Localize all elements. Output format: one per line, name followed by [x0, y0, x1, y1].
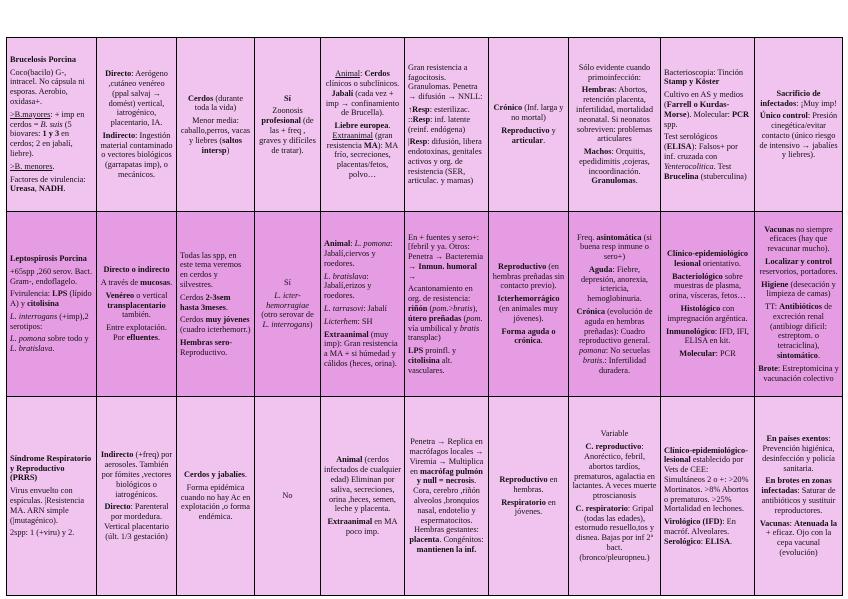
cell-paragraph: Animal: L. pomona: Jabalí,ciervos y roedores.: [324, 239, 393, 268]
source-cell: [321, 397, 405, 596]
cell-paragraph: Licterhem: SH: [324, 316, 373, 326]
cell-paragraph: Clínico-epidemiológico lesional orientativo.: [666, 249, 749, 268]
cell-paragraph: Crónica (evolución de aguda en hembras preñadas): Cuadro reproductivo general. pomona: No secuelas bratis.: Infertilidad duradera.: [576, 307, 653, 375]
cell-paragraph: Localizar y control reservorios, portadores.: [759, 256, 838, 276]
cell-paragraph: Bacterioscopia: Tinción Stamp y Köster: [664, 67, 744, 87]
cell-paragraph: Directo: Aerógeno ,cutáneo venéreo (ppal salvaj → domést) vertical, iatrogénico, placentario, IA.: [105, 69, 168, 128]
cell-paragraph: Directo: Parenteral por mordedura. Vertical placentario (últ. 1/3 gestación): [104, 502, 169, 541]
source-cell: [321, 212, 405, 397]
cell-paragraph: LPS proinfl. y citolisina alt. vasculares.: [408, 346, 457, 375]
disease-cell: [7, 38, 97, 212]
cell-paragraph: Clínico-epidemiológico-lesional establecido por Vets de CEE: Simultáneos 2 o +: >20% Mortinatos. >8% Abortos o prematuros. >25% Mortalidad en lechones.: [664, 445, 749, 514]
clinical-signs-cell: [569, 212, 661, 397]
disease-summary-table: [6, 37, 843, 596]
cell-paragraph: Único control: Presión cinegética/evitar contacto (único riesgo de intensivo → jabalíes y liebres).: [759, 111, 838, 160]
cell-paragraph: Vacunas no siempre eficaces (hay que revacunar mucho).: [764, 224, 833, 254]
cell-paragraph: Bacteriológico sobre muestras de plasma, orina, vísceras, fetos…: [669, 271, 746, 301]
cell-paragraph: Todas las spp, en este tema veremos en cerdos y silvestres.: [180, 250, 242, 289]
cell-paragraph: Fvirulencia: LPS (lípido A) y citolisina: [10, 289, 92, 309]
cell-paragraph: En países exentos: Prevención higiénica, desinfección y policía sanitaria.: [762, 434, 835, 473]
table-row-prrs: [7, 397, 843, 596]
cell-paragraph: Extraanimal (muy imp): Gran resistencia a MA + si húmedad y cálidos (heces, orina).: [324, 329, 398, 368]
cell-paragraph: Forma epidémica cuando no hay Ac en explotación ,o forma endémica.: [180, 482, 251, 522]
cell-paragraph: L. icter-hemorragiae (otro serovar de L. interrogans): [261, 290, 314, 330]
cell-paragraph: +65spp ,260 serov. Bact. Gram-, endoflagelo.: [10, 266, 93, 286]
cell-paragraph: C. reproductivo: Anoréctico, febril, abortos tardíos, prematuros, agalactia en lactantes. A veces muerte ptroscianosis: [572, 442, 657, 501]
zoonosis-cell: [255, 212, 321, 397]
transmission-cell: [97, 38, 177, 212]
cell-paragraph: Penetra → Replica en macrófagos locales → Viremia → Multiplica en macrófag pulmón y null = necrosis. Cora, cerebro ,riñón alveolos ,bronquios nasal, endotelio y espermatocitos. Hembras gestantes: placenta. Congénitos: mantienen la inf.: [409, 437, 484, 554]
course-cell: [489, 397, 569, 596]
cell-paragraph: TT: Antibióticos de excreción renal (antibiogr difícil: estreptom. o tetraciclina), sintomático.: [765, 302, 832, 361]
cell-paragraph: Indirecto: Ingestión material contaminado o vectores biológicos (garrapatas imp), o mecánicos.: [100, 130, 173, 180]
diagnosis-cell: [661, 397, 755, 596]
control-cell: [755, 38, 843, 212]
cell-paragraph: L. interrogans (+imp),2 serotipos:: [10, 311, 89, 331]
cell-paragraph: Cerdos 2-3sem hasta 3meses.: [180, 292, 231, 312]
source-cell: [321, 38, 405, 212]
cell-paragraph: Virus envuelto con espículas. |Resistencia MA. ARN simple (|mutagénico).: [10, 486, 85, 525]
diagnosis-cell: [661, 212, 755, 397]
cell-paragraph: Brucelosis Porcina: [10, 54, 76, 64]
cell-paragraph: Histológico con impregnación argéntica.: [667, 304, 748, 323]
cell-paragraph: Molecular: PCR: [679, 349, 736, 359]
cell-paragraph: Sacrificio de infectados: ¡Muy imp!: [760, 88, 837, 108]
cell-paragraph: Sólo evidente cuando primoinfección:: [578, 62, 651, 82]
course-cell: [489, 38, 569, 212]
cell-paragraph: L. bratislava: Jabalí,erizos y roedores.: [324, 271, 372, 301]
cell-paragraph: Hembras: Abortos, retención placenta, infertilidad, mortalidad neonatal. Si neonatos sobreviven: problemas articulares: [576, 85, 653, 144]
cell-paragraph: Respiratorio en jóvenes.: [501, 497, 556, 517]
cell-paragraph: Factores de virulencia: Ureasa, NADH.: [10, 174, 86, 194]
cell-paragraph: No: [282, 491, 293, 501]
cell-paragraph: En brotes en zonas infectadas: Saturar de antibióticos y sustituir reproductores.: [761, 476, 836, 515]
cell-paragraph: Sí: [284, 93, 291, 103]
cell-paragraph: C. respiratorio: Gripal (todas las edades), estornudo resuello,tos y disnea. Bajas por inf 2ª bact. (bronco/pleuropneu.): [574, 503, 655, 562]
cell-paragraph: L. tarrasovi: Jabalí: [324, 304, 387, 313]
cell-paragraph: ↑Resp: esterilizac. ::Resp: inf. latente (reinf. endógena): [408, 104, 471, 134]
cell-paragraph: Cerdos (durante toda la vida): [187, 93, 244, 113]
course-cell: [489, 212, 569, 397]
cell-paragraph: Indirecto (+freq) por aerosoles. También por fómites ,vectores biológicos o iatrogénicos.: [100, 450, 173, 499]
cell-paragraph: Vacunas: Atenuada la + eficaz. Ojo con la cepa vacunal (evolución): [759, 518, 838, 557]
cell-paragraph: Test serológicos (ELISA): Falsos+ por inf. cruzada con Yenterocolitica. Test Brucelina (stuberculina): [664, 132, 747, 181]
zoonosis-cell: [255, 38, 321, 212]
diagnosis-cell: [661, 38, 755, 212]
cell-paragraph: Freq. asintomática (si buena resp inmune o sero+): [577, 232, 652, 262]
cell-paragraph: Inmunológico: IFD, IFI, ELISA en kit.: [666, 326, 749, 346]
table-row-leptospirosis: [7, 212, 843, 397]
cell-paragraph: Gran resistencia a fagocitosis. Granulomas. Penetra → difusión → NNLL:: [408, 62, 483, 102]
table-body: [7, 38, 843, 596]
cell-paragraph: Animal (cerdos infectados de cualquier edad) Eliminan por saliva, secreciones, orina ,heces, semen, leche y placenta.: [324, 455, 401, 514]
cell-paragraph: Higiene (desecación y limpieza de camas): [761, 279, 836, 299]
cell-paragraph: Acantonamiento en org. de resistencia: riñón (pom.>bratis), útero preñadas (pom. vía umbilical y bratis transplac): [408, 284, 483, 343]
cell-paragraph: Sí: [284, 278, 291, 288]
control-cell: [755, 397, 843, 596]
cell-paragraph: Leptospirosis Porcina: [10, 253, 87, 263]
cell-paragraph: Brote: Estreptomicina y vacunación colectivo: [758, 363, 839, 383]
cell-paragraph: En + fuentes y sero+: [febril y ya. Otros: Penetra → Bacteremia → Inmun. humoral →: [408, 232, 484, 281]
cell-paragraph: Reproductivo y articular.: [501, 126, 556, 145]
zoonosis-cell: [255, 397, 321, 596]
cell-paragraph: Venéreo o vertical transplacentario también.: [105, 290, 168, 320]
cell-paragraph: Icterhemorrágico (en animales muy jóvenes).: [497, 294, 560, 323]
cell-paragraph: 2spp: 1 (+viru) y 2.: [10, 528, 75, 538]
clinical-signs-cell: [569, 397, 661, 596]
disease-cell: [7, 397, 97, 596]
cell-paragraph: Síndrome Respiratorio y Reproductivo (PRRS): [10, 453, 92, 483]
pathogenesis-cell: [405, 212, 489, 397]
transmission-cell: [97, 212, 177, 397]
cell-paragraph: Liebre europea. Extraanimal (gran resistencia MA): MA frío, secreciones, placentas/fetos, polvo…: [326, 121, 399, 180]
cell-paragraph: Coco(bacilo) G-, intracel. No cápsula ni esporas. Aerobio, oxidasa+.: [10, 67, 85, 107]
cell-paragraph: Variable: [600, 429, 629, 439]
cell-paragraph: >B. menores.: [10, 161, 55, 171]
cell-paragraph: Cultivo en AS y medios (Farrell o Kurdas-Morse). Molecular: PCR spp.: [664, 90, 750, 129]
clinical-signs-cell: [569, 38, 661, 212]
transmission-cell: [97, 397, 177, 596]
pathogenesis-cell: [405, 38, 489, 212]
cell-paragraph: Crónico (Inf. larga y no mortal): [493, 103, 564, 123]
cell-paragraph: Menor media: caballo,perros, vacas y liebres (saltos intersp): [180, 116, 251, 155]
disease-cell: [7, 212, 97, 397]
table-row-brucelosis: [7, 38, 843, 212]
cell-paragraph: |Resp: difusión, libera endotoxinas, genitales activos y org. de resistencia (SER, articulac. y mamas): [408, 137, 482, 186]
cell-paragraph: Hembras sero-Reproductivo.: [180, 337, 233, 357]
cell-paragraph: Machos: Orquitis, epedidimitis ,cojeras, incoordinación. Granulomas.: [579, 147, 650, 186]
cell-paragraph: Reproductivo en hembras.: [499, 474, 558, 494]
cell-paragraph: Directo o indirecto: [103, 265, 170, 275]
cell-paragraph: Forma aguda o crónica.: [501, 326, 556, 346]
species-cell: [177, 38, 255, 212]
cell-paragraph: L. pomona sobre todo y L. bratislava.: [10, 334, 89, 354]
cell-paragraph: Animal: Cerdos clínicos o subclínicos. Jabalí (cada vez + imp → confinamiento de Brucella).: [325, 69, 400, 118]
cell-paragraph: Extraanimal en MA poco imp.: [327, 517, 398, 536]
cell-paragraph: >B.mayores: + imp en cerdos = B. suis (5 biovares: 1 y 3 en cerdos; 2 en jabalí, liebre).: [10, 109, 85, 158]
cell-paragraph: Virológico (IFD): En macróf. Alveolares. Serológico: ELISA.: [664, 517, 736, 546]
pathogenesis-cell: [405, 397, 489, 596]
control-cell: [755, 212, 843, 397]
species-cell: [177, 212, 255, 397]
cell-paragraph: Cerdos y jabalíes.: [184, 470, 247, 480]
species-cell: [177, 397, 255, 596]
cell-paragraph: Reproductivo (en hembras preñadas sin contacto previo).: [492, 261, 565, 291]
cell-paragraph: A través de mucosas.: [100, 278, 173, 288]
cell-paragraph: Cerdos muy jóvenes (cuadro icterhemorr.): [180, 315, 251, 335]
cell-paragraph: Entre explotación. Por efluentes.: [106, 323, 167, 342]
cell-paragraph: Aguda: Fiebre, depresión, anorexia, ictericia, hemoglobinuria.: [580, 264, 649, 304]
cell-paragraph: Zoonosis profesional (de las + freq , graves y difíciles de tratar).: [259, 106, 316, 155]
